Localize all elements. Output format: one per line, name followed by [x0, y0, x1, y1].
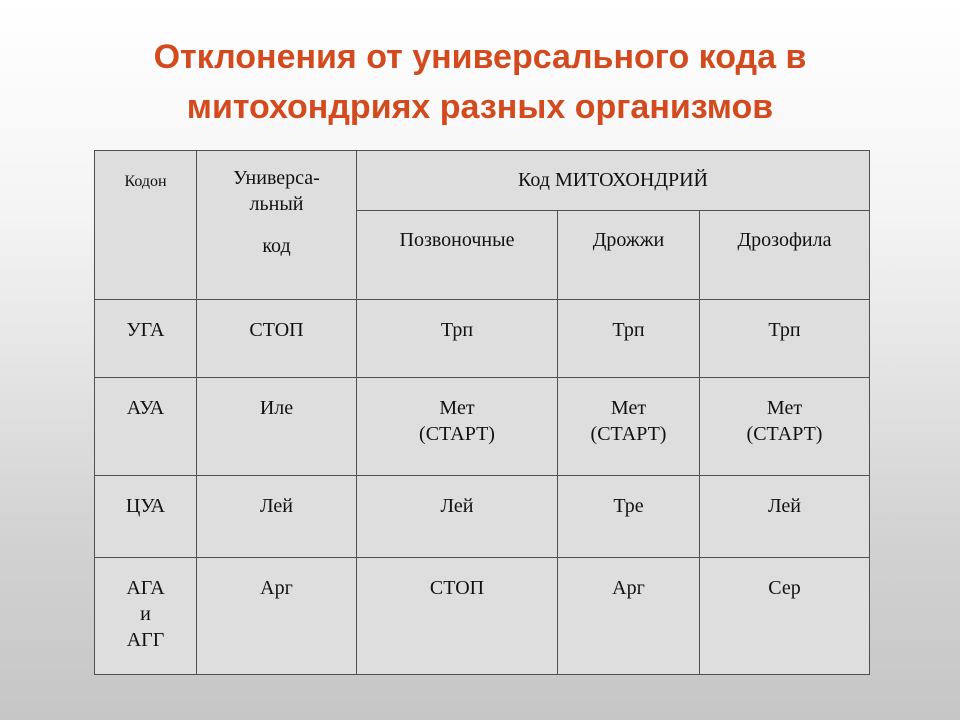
- header-codon: Кодон: [95, 151, 197, 300]
- cell-vertebrates: Мет (СТАРТ): [357, 378, 558, 476]
- cell-yeast: Тре: [558, 476, 700, 558]
- cell-drosophila: Сер: [700, 558, 870, 675]
- cell-universal: Иле: [197, 378, 357, 476]
- table-row: [95, 476, 870, 558]
- title-line-2: митохондриях разных организмов: [186, 88, 774, 126]
- header-drosophila: Дрозофила: [700, 211, 870, 300]
- cell-codon: АГА и АГГ: [95, 558, 197, 675]
- cell-vertebrates: СТОП: [357, 558, 558, 675]
- cell-universal: СТОП: [197, 300, 357, 378]
- cell-codon: УГА: [95, 300, 197, 378]
- header-universal-part2: льный: [249, 193, 304, 215]
- header-yeast: Дрожжи: [558, 211, 700, 300]
- cell-yeast: Мет (СТАРТ): [558, 378, 700, 476]
- cell-drosophila: Трп: [700, 300, 870, 378]
- cell-drosophila: Мет (СТАРТ): [700, 378, 870, 476]
- slide-title: [0, 32, 960, 132]
- table-row: [95, 378, 870, 476]
- cell-codon: ЦУА: [95, 476, 197, 558]
- cell-vertebrates: Лей: [357, 476, 558, 558]
- cell-yeast: Трп: [558, 300, 700, 378]
- cell-vertebrates: Трп: [357, 300, 558, 378]
- cell-codon: АУА: [95, 378, 197, 476]
- table-row: [95, 558, 870, 675]
- cell-drosophila: Лей: [700, 476, 870, 558]
- codon-table: [94, 150, 870, 675]
- header-universal-part3: код: [262, 235, 291, 257]
- header-universal-part1: Универса-: [233, 167, 320, 189]
- cell-universal: Арг: [197, 558, 357, 675]
- table-row: [95, 300, 870, 378]
- header-universal-code: [197, 151, 357, 300]
- header-mitochondrial-code: Код МИТОХОНДРИЙ: [357, 151, 870, 211]
- header-vertebrates: Позвоночные: [357, 211, 558, 300]
- title-line-1: Отклонения от универсального кода в: [153, 38, 807, 76]
- cell-universal: Лей: [197, 476, 357, 558]
- cell-yeast: Арг: [558, 558, 700, 675]
